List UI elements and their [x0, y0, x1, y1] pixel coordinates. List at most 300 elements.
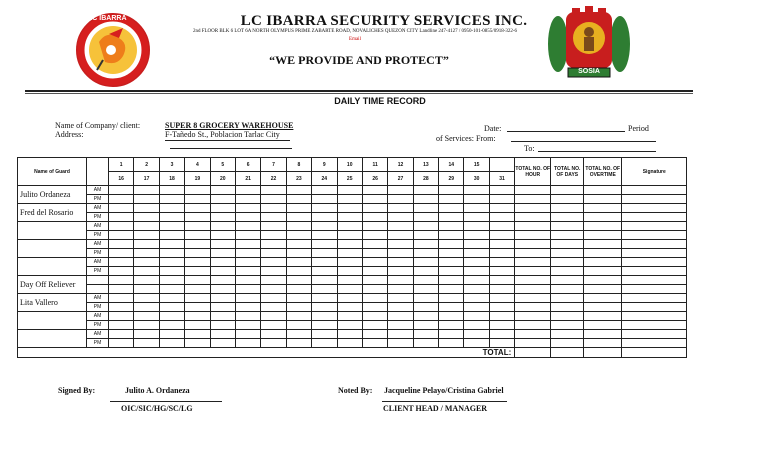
time-entry-cell[interactable]: [286, 186, 311, 195]
time-entry-cell[interactable]: [109, 312, 134, 321]
time-entry-cell[interactable]: [286, 285, 311, 294]
time-entry-cell[interactable]: [337, 213, 362, 222]
totals-cell[interactable]: [584, 330, 622, 339]
time-entry-cell[interactable]: [185, 240, 210, 249]
time-entry-cell[interactable]: [109, 231, 134, 240]
time-entry-cell[interactable]: [439, 339, 464, 348]
time-entry-cell[interactable]: [159, 186, 184, 195]
time-entry-cell[interactable]: [159, 222, 184, 231]
time-entry-cell[interactable]: [235, 303, 260, 312]
totals-cell[interactable]: [622, 258, 687, 267]
time-entry-cell[interactable]: [439, 294, 464, 303]
time-entry-cell[interactable]: [464, 303, 489, 312]
time-entry-cell[interactable]: [210, 258, 235, 267]
time-entry-cell[interactable]: [261, 204, 286, 213]
totals-cell[interactable]: [515, 267, 551, 276]
totals-cell[interactable]: [584, 240, 622, 249]
totals-cell[interactable]: [584, 276, 622, 285]
time-entry-cell[interactable]: [159, 258, 184, 267]
time-entry-cell[interactable]: [159, 195, 184, 204]
time-entry-cell[interactable]: [286, 312, 311, 321]
totals-cell[interactable]: [515, 303, 551, 312]
time-entry-cell[interactable]: [464, 330, 489, 339]
time-entry-cell[interactable]: [489, 312, 514, 321]
time-entry-cell[interactable]: [388, 195, 413, 204]
time-entry-cell[interactable]: [337, 195, 362, 204]
time-entry-cell[interactable]: [337, 258, 362, 267]
time-entry-cell[interactable]: [134, 240, 159, 249]
time-entry-cell[interactable]: [286, 276, 311, 285]
time-entry-cell[interactable]: [134, 276, 159, 285]
time-entry-cell[interactable]: [464, 312, 489, 321]
totals-cell[interactable]: [584, 339, 622, 348]
time-entry-cell[interactable]: [413, 267, 438, 276]
totals-cell[interactable]: [622, 294, 687, 303]
time-entry-cell[interactable]: [439, 204, 464, 213]
time-entry-cell[interactable]: [185, 276, 210, 285]
totals-cell[interactable]: [551, 321, 584, 330]
time-entry-cell[interactable]: [388, 321, 413, 330]
time-entry-cell[interactable]: [337, 267, 362, 276]
time-entry-cell[interactable]: [464, 186, 489, 195]
time-entry-cell[interactable]: [413, 303, 438, 312]
time-entry-cell[interactable]: [210, 321, 235, 330]
time-entry-cell[interactable]: [489, 303, 514, 312]
time-entry-cell[interactable]: [235, 267, 260, 276]
time-entry-cell[interactable]: [185, 231, 210, 240]
time-entry-cell[interactable]: [413, 222, 438, 231]
time-entry-cell[interactable]: [362, 312, 387, 321]
totals-cell[interactable]: [551, 222, 584, 231]
totals-cell[interactable]: [584, 267, 622, 276]
time-entry-cell[interactable]: [261, 195, 286, 204]
time-entry-cell[interactable]: [134, 312, 159, 321]
time-entry-cell[interactable]: [413, 213, 438, 222]
time-entry-cell[interactable]: [210, 276, 235, 285]
time-entry-cell[interactable]: [109, 240, 134, 249]
totals-cell[interactable]: [515, 213, 551, 222]
time-entry-cell[interactable]: [159, 231, 184, 240]
time-entry-cell[interactable]: [413, 240, 438, 249]
time-entry-cell[interactable]: [464, 321, 489, 330]
time-entry-cell[interactable]: [185, 222, 210, 231]
time-entry-cell[interactable]: [337, 312, 362, 321]
time-entry-cell[interactable]: [235, 222, 260, 231]
time-entry-cell[interactable]: [337, 339, 362, 348]
time-entry-cell[interactable]: [159, 303, 184, 312]
time-entry-cell[interactable]: [286, 231, 311, 240]
time-entry-cell[interactable]: [489, 330, 514, 339]
time-entry-cell[interactable]: [235, 195, 260, 204]
time-entry-cell[interactable]: [286, 339, 311, 348]
time-entry-cell[interactable]: [235, 285, 260, 294]
time-entry-cell[interactable]: [464, 240, 489, 249]
time-entry-cell[interactable]: [337, 285, 362, 294]
time-entry-cell[interactable]: [312, 240, 337, 249]
time-entry-cell[interactable]: [362, 204, 387, 213]
time-entry-cell[interactable]: [210, 267, 235, 276]
time-entry-cell[interactable]: [286, 303, 311, 312]
time-entry-cell[interactable]: [464, 276, 489, 285]
totals-cell[interactable]: [584, 231, 622, 240]
time-entry-cell[interactable]: [109, 222, 134, 231]
time-entry-cell[interactable]: [337, 204, 362, 213]
time-entry-cell[interactable]: [489, 222, 514, 231]
time-entry-cell[interactable]: [261, 312, 286, 321]
time-entry-cell[interactable]: [109, 294, 134, 303]
time-entry-cell[interactable]: [439, 222, 464, 231]
totals-cell[interactable]: [551, 249, 584, 258]
totals-cell[interactable]: [515, 195, 551, 204]
time-entry-cell[interactable]: [109, 204, 134, 213]
time-entry-cell[interactable]: [312, 339, 337, 348]
totals-cell[interactable]: [584, 249, 622, 258]
time-entry-cell[interactable]: [312, 195, 337, 204]
totals-cell[interactable]: [515, 285, 551, 294]
totals-cell[interactable]: [622, 285, 687, 294]
time-entry-cell[interactable]: [489, 231, 514, 240]
time-entry-cell[interactable]: [286, 330, 311, 339]
time-entry-cell[interactable]: [489, 240, 514, 249]
time-entry-cell[interactable]: [413, 186, 438, 195]
time-entry-cell[interactable]: [337, 276, 362, 285]
time-entry-cell[interactable]: [413, 231, 438, 240]
totals-cell[interactable]: [622, 186, 687, 195]
time-entry-cell[interactable]: [235, 330, 260, 339]
time-entry-cell[interactable]: [235, 312, 260, 321]
time-entry-cell[interactable]: [388, 204, 413, 213]
time-entry-cell[interactable]: [286, 222, 311, 231]
time-entry-cell[interactable]: [362, 213, 387, 222]
time-entry-cell[interactable]: [439, 312, 464, 321]
totals-cell[interactable]: [622, 276, 687, 285]
time-entry-cell[interactable]: [210, 186, 235, 195]
totals-cell[interactable]: [622, 231, 687, 240]
time-entry-cell[interactable]: [235, 258, 260, 267]
time-entry-cell[interactable]: [362, 240, 387, 249]
totals-cell[interactable]: [622, 240, 687, 249]
totals-cell[interactable]: [515, 222, 551, 231]
time-entry-cell[interactable]: [159, 285, 184, 294]
time-entry-cell[interactable]: [235, 231, 260, 240]
time-entry-cell[interactable]: [185, 249, 210, 258]
time-entry-cell[interactable]: [413, 330, 438, 339]
services-from-field[interactable]: [511, 141, 656, 142]
time-entry-cell[interactable]: [337, 186, 362, 195]
totals-cell[interactable]: [551, 231, 584, 240]
totals-cell[interactable]: [551, 303, 584, 312]
time-entry-cell[interactable]: [439, 267, 464, 276]
time-entry-cell[interactable]: [388, 303, 413, 312]
totals-cell[interactable]: [515, 186, 551, 195]
time-entry-cell[interactable]: [210, 249, 235, 258]
totals-cell[interactable]: [584, 204, 622, 213]
time-entry-cell[interactable]: [439, 258, 464, 267]
time-entry-cell[interactable]: [261, 240, 286, 249]
time-entry-cell[interactable]: [312, 321, 337, 330]
totals-cell[interactable]: [515, 339, 551, 348]
time-entry-cell[interactable]: [413, 312, 438, 321]
totals-cell[interactable]: [515, 312, 551, 321]
totals-cell[interactable]: [584, 195, 622, 204]
time-entry-cell[interactable]: [159, 330, 184, 339]
time-entry-cell[interactable]: [210, 330, 235, 339]
totals-cell[interactable]: [551, 204, 584, 213]
time-entry-cell[interactable]: [337, 321, 362, 330]
time-entry-cell[interactable]: [439, 240, 464, 249]
time-entry-cell[interactable]: [134, 267, 159, 276]
time-entry-cell[interactable]: [439, 213, 464, 222]
time-entry-cell[interactable]: [159, 267, 184, 276]
totals-cell[interactable]: [622, 321, 687, 330]
time-entry-cell[interactable]: [312, 330, 337, 339]
totals-cell[interactable]: [622, 195, 687, 204]
time-entry-cell[interactable]: [134, 303, 159, 312]
totals-cell[interactable]: [515, 330, 551, 339]
totals-cell[interactable]: [551, 312, 584, 321]
time-entry-cell[interactable]: [439, 231, 464, 240]
time-entry-cell[interactable]: [134, 339, 159, 348]
time-entry-cell[interactable]: [159, 312, 184, 321]
time-entry-cell[interactable]: [337, 249, 362, 258]
time-entry-cell[interactable]: [210, 231, 235, 240]
time-entry-cell[interactable]: [337, 231, 362, 240]
time-entry-cell[interactable]: [362, 303, 387, 312]
time-entry-cell[interactable]: [489, 321, 514, 330]
time-entry-cell[interactable]: [134, 330, 159, 339]
time-entry-cell[interactable]: [185, 267, 210, 276]
time-entry-cell[interactable]: [134, 249, 159, 258]
time-entry-cell[interactable]: [109, 276, 134, 285]
totals-cell[interactable]: [515, 249, 551, 258]
time-entry-cell[interactable]: [210, 204, 235, 213]
totals-cell[interactable]: [551, 276, 584, 285]
time-entry-cell[interactable]: [413, 321, 438, 330]
time-entry-cell[interactable]: [312, 186, 337, 195]
time-entry-cell[interactable]: [413, 276, 438, 285]
time-entry-cell[interactable]: [489, 186, 514, 195]
time-entry-cell[interactable]: [312, 303, 337, 312]
time-entry-cell[interactable]: [439, 303, 464, 312]
totals-cell[interactable]: [584, 213, 622, 222]
time-entry-cell[interactable]: [362, 186, 387, 195]
totals-cell[interactable]: [551, 339, 584, 348]
time-entry-cell[interactable]: [159, 249, 184, 258]
time-entry-cell[interactable]: [109, 285, 134, 294]
time-entry-cell[interactable]: [286, 213, 311, 222]
time-entry-cell[interactable]: [464, 204, 489, 213]
time-entry-cell[interactable]: [286, 321, 311, 330]
totals-cell[interactable]: [622, 330, 687, 339]
time-entry-cell[interactable]: [235, 249, 260, 258]
totals-cell[interactable]: [622, 312, 687, 321]
time-entry-cell[interactable]: [464, 294, 489, 303]
totals-cell[interactable]: [622, 213, 687, 222]
time-entry-cell[interactable]: [337, 330, 362, 339]
totals-cell[interactable]: [515, 204, 551, 213]
totals-cell[interactable]: [584, 285, 622, 294]
totals-cell[interactable]: [584, 303, 622, 312]
time-entry-cell[interactable]: [159, 276, 184, 285]
time-entry-cell[interactable]: [159, 240, 184, 249]
time-entry-cell[interactable]: [210, 240, 235, 249]
time-entry-cell[interactable]: [235, 294, 260, 303]
time-entry-cell[interactable]: [261, 285, 286, 294]
time-entry-cell[interactable]: [439, 195, 464, 204]
time-entry-cell[interactable]: [337, 303, 362, 312]
time-entry-cell[interactable]: [210, 303, 235, 312]
time-entry-cell[interactable]: [185, 303, 210, 312]
time-entry-cell[interactable]: [464, 285, 489, 294]
time-entry-cell[interactable]: [134, 294, 159, 303]
time-entry-cell[interactable]: [312, 312, 337, 321]
time-entry-cell[interactable]: [286, 204, 311, 213]
time-entry-cell[interactable]: [489, 339, 514, 348]
time-entry-cell[interactable]: [210, 222, 235, 231]
time-entry-cell[interactable]: [235, 186, 260, 195]
time-entry-cell[interactable]: [159, 339, 184, 348]
time-entry-cell[interactable]: [109, 321, 134, 330]
time-entry-cell[interactable]: [489, 258, 514, 267]
time-entry-cell[interactable]: [109, 258, 134, 267]
time-entry-cell[interactable]: [109, 186, 134, 195]
time-entry-cell[interactable]: [261, 213, 286, 222]
time-entry-cell[interactable]: [388, 222, 413, 231]
time-entry-cell[interactable]: [413, 258, 438, 267]
total-value-cell[interactable]: [551, 348, 584, 358]
totals-cell[interactable]: [551, 330, 584, 339]
time-entry-cell[interactable]: [159, 321, 184, 330]
time-entry-cell[interactable]: [312, 258, 337, 267]
time-entry-cell[interactable]: [362, 321, 387, 330]
time-entry-cell[interactable]: [159, 294, 184, 303]
time-entry-cell[interactable]: [261, 330, 286, 339]
totals-cell[interactable]: [551, 195, 584, 204]
time-entry-cell[interactable]: [439, 321, 464, 330]
time-entry-cell[interactable]: [185, 195, 210, 204]
time-entry-cell[interactable]: [261, 231, 286, 240]
totals-cell[interactable]: [551, 186, 584, 195]
time-entry-cell[interactable]: [388, 231, 413, 240]
time-entry-cell[interactable]: [388, 312, 413, 321]
time-entry-cell[interactable]: [439, 285, 464, 294]
totals-cell[interactable]: [515, 294, 551, 303]
date-field[interactable]: [507, 131, 625, 132]
time-entry-cell[interactable]: [337, 294, 362, 303]
time-entry-cell[interactable]: [362, 339, 387, 348]
time-entry-cell[interactable]: [413, 294, 438, 303]
time-entry-cell[interactable]: [388, 213, 413, 222]
totals-cell[interactable]: [622, 339, 687, 348]
time-entry-cell[interactable]: [362, 231, 387, 240]
time-entry-cell[interactable]: [489, 285, 514, 294]
time-entry-cell[interactable]: [210, 213, 235, 222]
time-entry-cell[interactable]: [286, 258, 311, 267]
time-entry-cell[interactable]: [109, 267, 134, 276]
time-entry-cell[interactable]: [312, 231, 337, 240]
time-entry-cell[interactable]: [159, 213, 184, 222]
time-entry-cell[interactable]: [109, 249, 134, 258]
time-entry-cell[interactable]: [388, 249, 413, 258]
time-entry-cell[interactable]: [337, 222, 362, 231]
total-value-cell[interactable]: [515, 348, 551, 358]
totals-cell[interactable]: [584, 258, 622, 267]
time-entry-cell[interactable]: [439, 330, 464, 339]
totals-cell[interactable]: [551, 213, 584, 222]
totals-cell[interactable]: [584, 294, 622, 303]
time-entry-cell[interactable]: [235, 213, 260, 222]
time-entry-cell[interactable]: [362, 294, 387, 303]
time-entry-cell[interactable]: [362, 330, 387, 339]
time-entry-cell[interactable]: [362, 222, 387, 231]
time-entry-cell[interactable]: [489, 276, 514, 285]
time-entry-cell[interactable]: [388, 294, 413, 303]
time-entry-cell[interactable]: [134, 195, 159, 204]
time-entry-cell[interactable]: [185, 312, 210, 321]
time-entry-cell[interactable]: [362, 276, 387, 285]
totals-cell[interactable]: [515, 258, 551, 267]
time-entry-cell[interactable]: [185, 294, 210, 303]
totals-cell[interactable]: [584, 312, 622, 321]
time-entry-cell[interactable]: [464, 195, 489, 204]
time-entry-cell[interactable]: [261, 303, 286, 312]
totals-cell[interactable]: [622, 267, 687, 276]
time-entry-cell[interactable]: [286, 249, 311, 258]
time-entry-cell[interactable]: [312, 267, 337, 276]
totals-cell[interactable]: [551, 240, 584, 249]
time-entry-cell[interactable]: [109, 330, 134, 339]
time-entry-cell[interactable]: [388, 276, 413, 285]
time-entry-cell[interactable]: [337, 240, 362, 249]
time-entry-cell[interactable]: [210, 294, 235, 303]
time-entry-cell[interactable]: [388, 339, 413, 348]
time-entry-cell[interactable]: [210, 285, 235, 294]
services-to-field[interactable]: [538, 151, 656, 152]
totals-cell[interactable]: [515, 321, 551, 330]
time-entry-cell[interactable]: [362, 195, 387, 204]
time-entry-cell[interactable]: [286, 195, 311, 204]
time-entry-cell[interactable]: [413, 249, 438, 258]
time-entry-cell[interactable]: [109, 339, 134, 348]
total-value-cell[interactable]: [584, 348, 622, 358]
time-entry-cell[interactable]: [261, 267, 286, 276]
time-entry-cell[interactable]: [286, 240, 311, 249]
time-entry-cell[interactable]: [134, 204, 159, 213]
totals-cell[interactable]: [622, 249, 687, 258]
totals-cell[interactable]: [551, 285, 584, 294]
totals-cell[interactable]: [584, 222, 622, 231]
time-entry-cell[interactable]: [489, 294, 514, 303]
time-entry-cell[interactable]: [185, 321, 210, 330]
time-entry-cell[interactable]: [388, 330, 413, 339]
time-entry-cell[interactable]: [134, 321, 159, 330]
time-entry-cell[interactable]: [134, 222, 159, 231]
time-entry-cell[interactable]: [286, 294, 311, 303]
totals-cell[interactable]: [622, 222, 687, 231]
time-entry-cell[interactable]: [235, 204, 260, 213]
time-entry-cell[interactable]: [235, 240, 260, 249]
time-entry-cell[interactable]: [261, 294, 286, 303]
time-entry-cell[interactable]: [312, 249, 337, 258]
totals-cell[interactable]: [622, 204, 687, 213]
time-entry-cell[interactable]: [388, 186, 413, 195]
time-entry-cell[interactable]: [312, 276, 337, 285]
time-entry-cell[interactable]: [464, 267, 489, 276]
time-entry-cell[interactable]: [134, 213, 159, 222]
totals-cell[interactable]: [584, 321, 622, 330]
time-entry-cell[interactable]: [109, 213, 134, 222]
totals-cell[interactable]: [622, 303, 687, 312]
